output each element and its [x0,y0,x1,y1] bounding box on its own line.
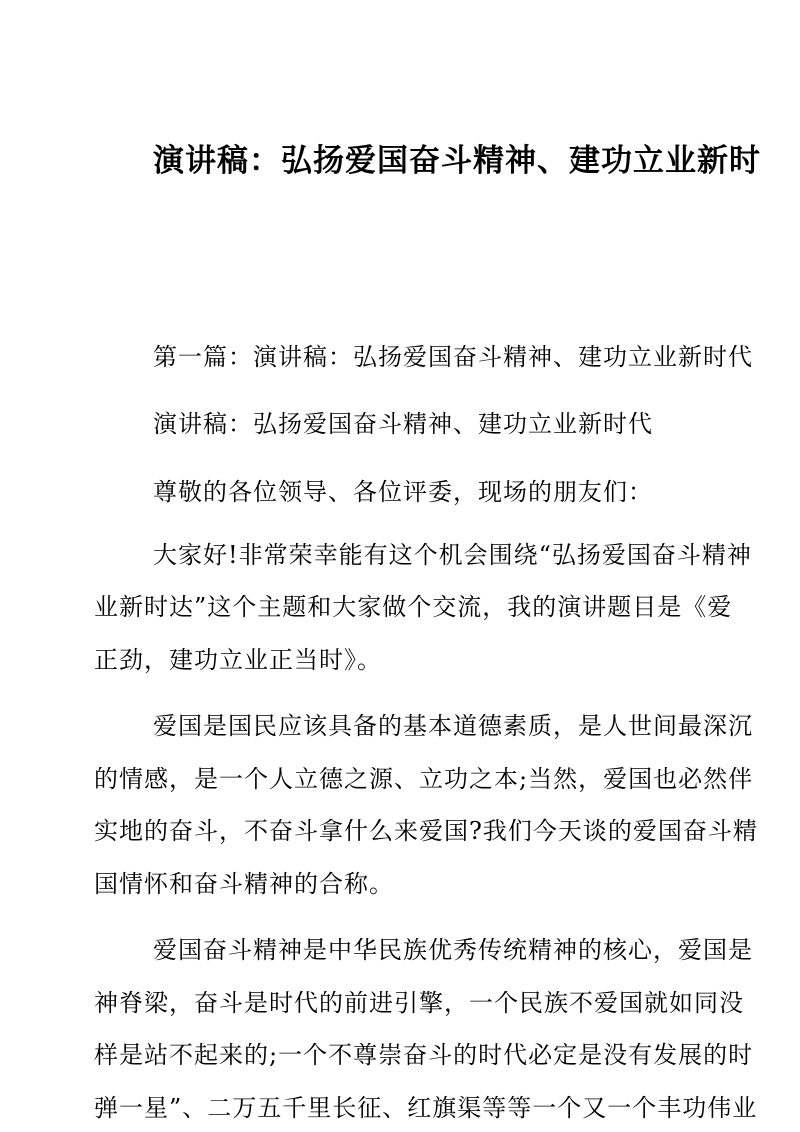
paragraph-line: 演讲稿：弘扬爱国奋斗精神、建功立业新时代 [153,410,653,438]
document-title: 演讲稿：弘扬爱国奋斗精神、建功立业新时 [153,143,761,179]
paragraph-line: 爱国是国民应该具备的基本道德素质，是人世间最深沉 [153,712,753,740]
paragraph-line: 的情感，是一个人立德之源、立功之本;当然，爱国也必然伴 [94,765,754,793]
paragraph-line: 大家好!非常荣幸能有这个机会围绕“弘扬爱国奋斗精神 [153,541,752,569]
paragraph-line: 神脊梁，奋斗是时代的前进引擎，一个民族不爱国就如同没 [94,989,744,1017]
paragraph-line: 样是站不起来的;一个不尊崇奋斗的时代必定是没有发展的时 [94,1041,754,1069]
paragraph-line: 爱国奋斗精神是中华民族优秀传统精神的核心，爱国是 [153,936,753,964]
paragraph-line: 弹一星”、二万五千里长征、红旗渠等等一个又一个丰功伟业 [94,1094,758,1122]
paragraph-line: 实地的奋斗，不奋斗拿什么来爱国?我们今天谈的爱国奋斗精 [94,817,758,845]
paragraph-line: 业新时达”这个主题和大家做个交流，我的演讲题目是《爱 [94,593,733,621]
paragraph-line: 正劲，建功立业正当时》。 [94,646,382,674]
paragraph-line: 国情怀和奋斗精神的合称。 [94,870,394,898]
paragraph-line: 尊敬的各位领导、各位评委，现场的朋友们： [153,478,653,506]
paragraph-line: 第一篇：演讲稿：弘扬爱国奋斗精神、建功立业新时代 [153,343,753,371]
